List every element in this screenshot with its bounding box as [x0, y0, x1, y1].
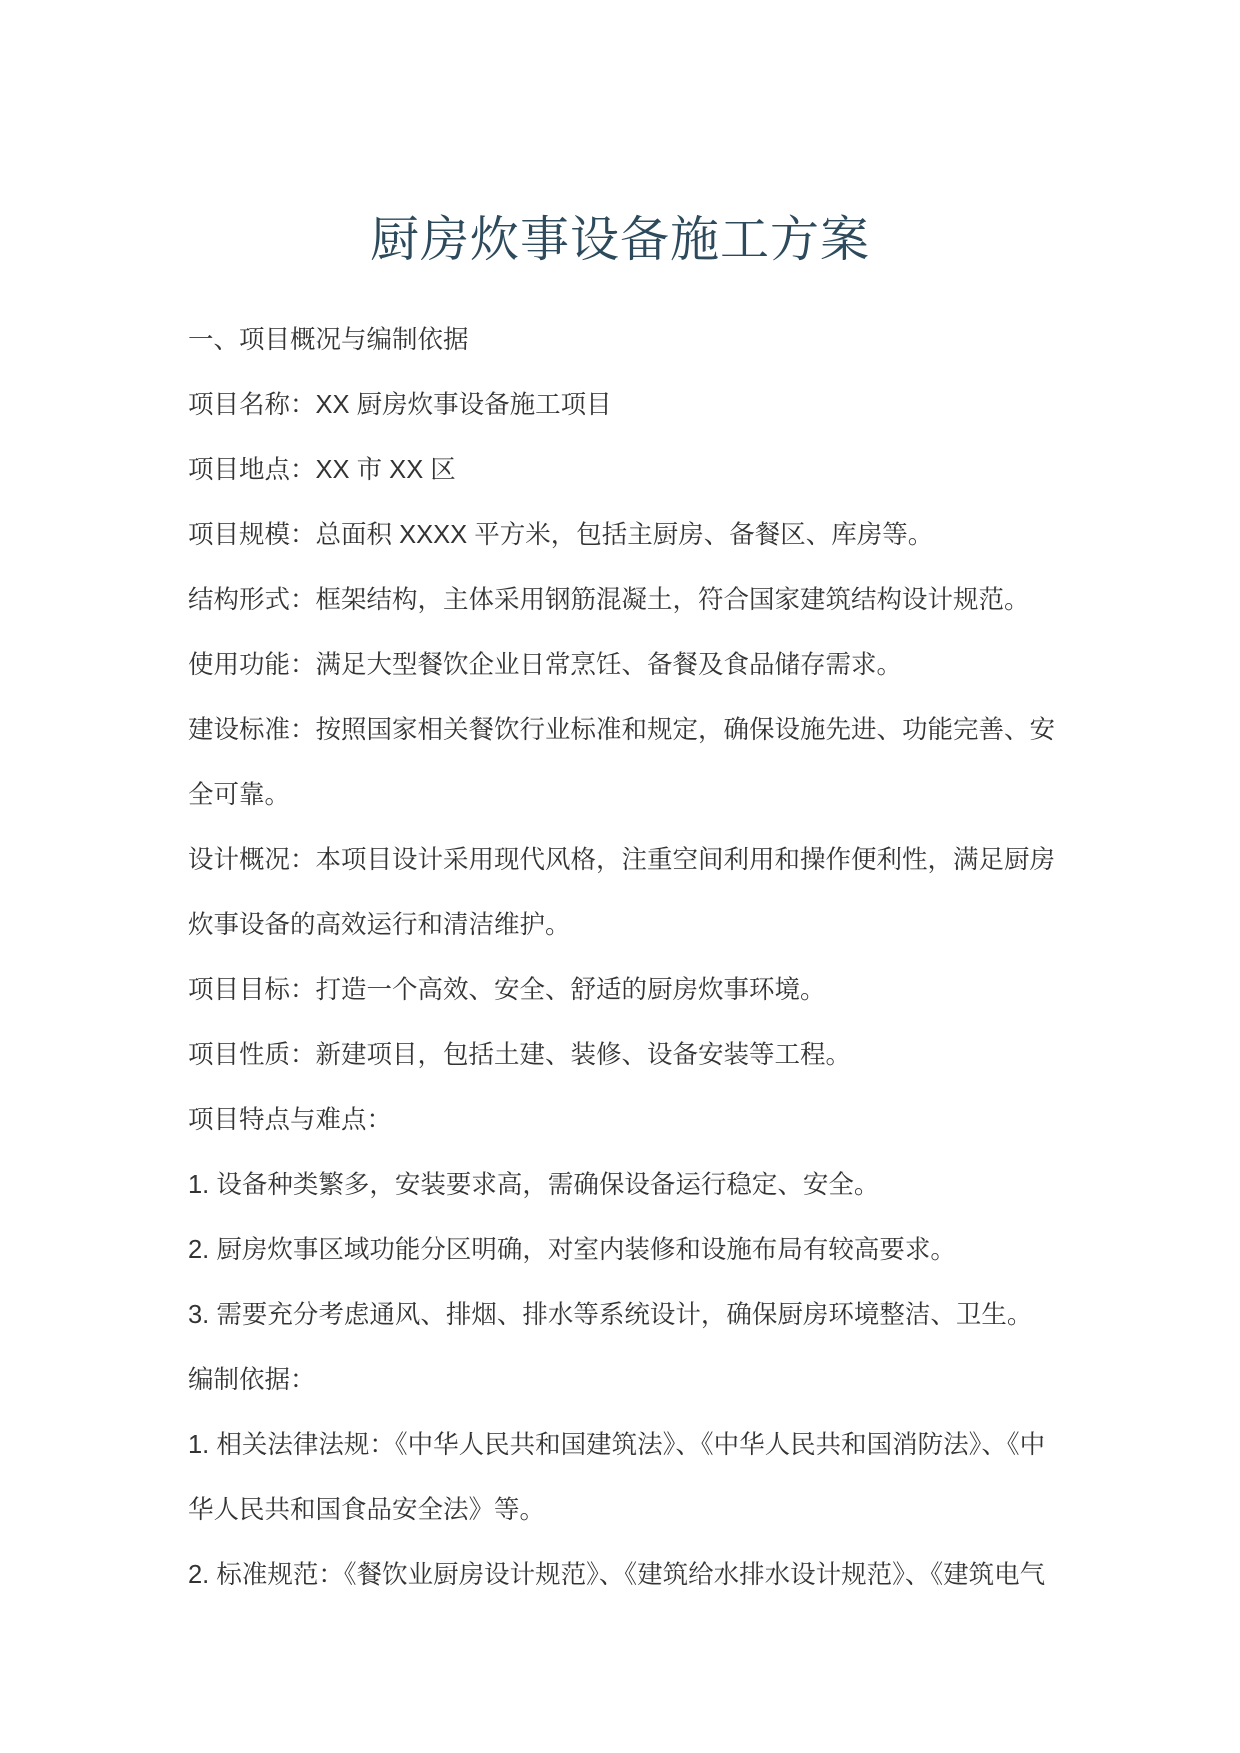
- section-heading: 一、项目概况与编制依据: [188, 326, 469, 354]
- feature-item-3: 3. 需要充分考虑通风、排烟、排水等系统设计，确保厨房环境整洁、卫生。: [188, 1301, 1033, 1329]
- construction-standard-line-cont: 全可靠。: [188, 781, 291, 809]
- structure-form-line: 结构形式：框架结构，主体采用钢筋混凝土，符合国家建筑结构设计规范。: [188, 586, 1030, 614]
- project-name-line: 项目名称：XX 厨房炊事设备施工项目: [188, 391, 612, 419]
- project-goal-line: 项目目标：打造一个高效、安全、舒适的厨房炊事环境。: [188, 976, 826, 1004]
- compilation-basis-heading: 编制依据：: [188, 1366, 316, 1394]
- construction-standard-line: 建设标准：按照国家相关餐饮行业标准和规定，确保设施先进、功能完善、安: [188, 716, 1056, 744]
- project-nature-line: 项目性质：新建项目，包括土建、装修、设备安装等工程。: [188, 1041, 852, 1069]
- document-body: [188, 308, 1188, 1608]
- basis-item-2: 2. 标准规范：《餐饮业厨房设计规范》、《建筑给水排水设计规范》、《建筑电气: [188, 1561, 1046, 1589]
- basis-item-1: 1. 相关法律法规：《中华人民共和国建筑法》、《中华人民共和国消防法》、《中: [188, 1431, 1046, 1459]
- project-location-line: 项目地点：XX 市 XX 区: [188, 456, 456, 484]
- feature-item-2: 2. 厨房炊事区域功能分区明确，对室内装修和设施布局有较高要求。: [188, 1236, 956, 1264]
- feature-item-1: 1. 设备种类繁多，安装要求高，需确保设备运行稳定、安全。: [188, 1171, 880, 1199]
- document-title: 厨房炊事设备施工方案: [369, 213, 870, 267]
- project-scale-line: 项目规模：总面积 XXXX 平方米，包括主厨房、备餐区、库房等。: [188, 521, 934, 549]
- design-overview-line-cont: 炊事设备的高效运行和清洁维护。: [188, 911, 571, 939]
- basis-item-1-cont: 华人民共和国食品安全法》等。: [188, 1496, 546, 1524]
- design-overview-line: 设计概况：本项目设计采用现代风格，注重空间利用和操作便利性，满足厨房: [188, 846, 1056, 874]
- usage-function-line: 使用功能：满足大型餐饮企业日常烹饪、备餐及食品储存需求。: [188, 651, 903, 679]
- features-difficulties-heading: 项目特点与难点：: [188, 1106, 393, 1134]
